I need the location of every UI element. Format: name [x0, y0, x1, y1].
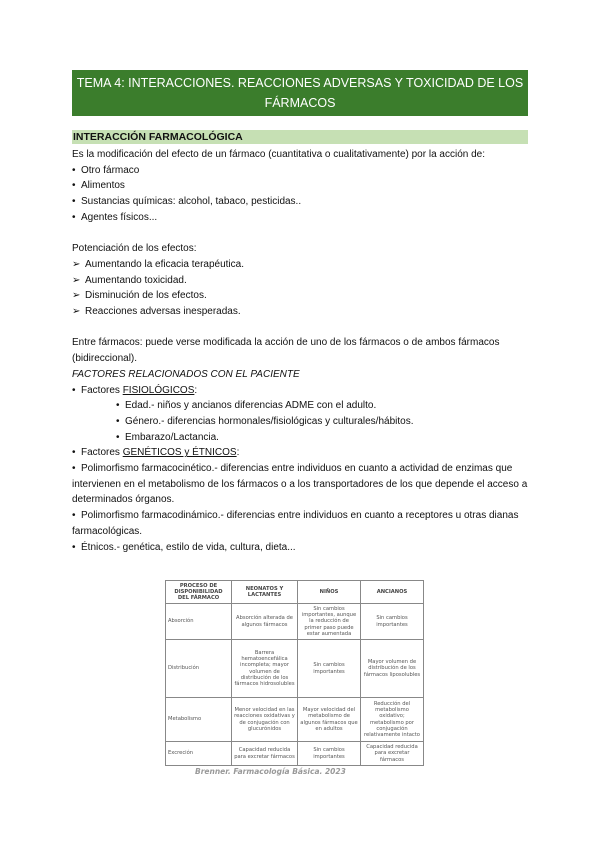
- bullet-icon: •: [72, 196, 76, 208]
- table-cell: Sin cambios importantes: [298, 640, 361, 698]
- page-title: TEMA 4: INTERACCIONES. REACCIONES ADVERSAS Y TOXICIDAD DE LOS FÁRMACOS: [76, 76, 524, 110]
- physio-factors-heading: • Factores FISIOLÓGICOS:: [72, 383, 528, 399]
- bullet-icon: •: [72, 463, 76, 475]
- bullet-icon: •: [116, 431, 120, 443]
- title-banner: [72, 70, 528, 116]
- definition-text: Es la modificación del efecto de un fármaco (cuantitativa o cualitativamente) por la acción de:: [72, 149, 485, 160]
- arrow-bullet-icon: ➢: [72, 290, 81, 302]
- figure-caption: Brenner. Farmacología Básica. 2023: [195, 767, 346, 776]
- table-cell: Sin cambios importantes: [361, 604, 424, 640]
- list-item: • Otro fármaco: [72, 163, 528, 179]
- bullet-icon: •: [72, 180, 76, 192]
- document-body: [72, 130, 528, 555]
- table-cell: Mayor volumen de distribución de los fármacos liposolubles: [361, 640, 424, 698]
- list-item: • Embarazo/Lactancia.: [72, 430, 528, 446]
- list-item: ➢ Aumentando toxicidad.: [72, 273, 528, 289]
- bullet-icon: •: [72, 447, 76, 459]
- table-header-cell: NEONATOS Y LACTANTES: [232, 581, 298, 604]
- arrow-bullet-icon: ➢: [72, 274, 81, 286]
- table-cell: Reducción del metabolismo oxidativo; metabolismo por conjugación relativamente intacto: [361, 698, 424, 742]
- bullet-icon: •: [72, 384, 76, 396]
- effects-heading: Potenciación de los efectos:: [72, 243, 197, 255]
- subheading-patient-factors: FACTORES RELACIONADOS CON EL PACIENTE: [72, 368, 300, 380]
- table-cell: Excreción: [166, 742, 232, 766]
- table-cell: Absorción alterada de algunos fármacos: [232, 604, 298, 640]
- list-item: • Género.- diferencias hormonales/fisiológicas y culturales/hábitos.: [72, 414, 528, 430]
- list-item: • Polimorfismo farmacodinámico.- diferencias entre individuos en cuanto a receptores u otras dianas farmacológicas.: [72, 510, 519, 537]
- list-item: • Alimentos: [72, 178, 528, 194]
- bullet-icon: •: [72, 510, 76, 522]
- bullet-icon: •: [72, 164, 76, 176]
- age-pharmacokinetics-table: [165, 580, 424, 766]
- list-item: • Agentes físicos...: [72, 210, 528, 226]
- table-header-cell: ANCIANOS: [361, 581, 424, 604]
- section-heading: INTERACCIÓN FARMACOLÓGICA: [72, 130, 528, 144]
- bullet-icon: •: [116, 400, 120, 412]
- table-row: [166, 604, 424, 640]
- table-cell: Mayor velocidad del metabolismo de algunos fármacos que en adultos: [298, 698, 361, 742]
- arrow-bullet-icon: ➢: [72, 306, 81, 318]
- table-row: [166, 698, 424, 742]
- between-drugs-text: Entre fármacos: puede verse modificada la acción de uno de los fármacos o de ambos fármacos (bidireccional).: [72, 337, 500, 365]
- table-cell: Sin cambios importantes: [298, 742, 361, 766]
- table-cell: Absorción: [166, 604, 232, 640]
- bullet-icon: •: [116, 415, 120, 427]
- table-figure: [165, 580, 423, 776]
- list-item: • Sustancias químicas: alcohol, tabaco, pesticidas..: [72, 194, 528, 210]
- table-cell: Sin cambios importantes, aunque la reducción de primer paso puede estar aumentada: [298, 604, 361, 640]
- list-item: ➢ Aumentando la eficacia terapéutica.: [72, 257, 528, 273]
- list-item: ➢ Reacciones adversas inesperadas.: [72, 304, 528, 320]
- table-row: [166, 742, 424, 766]
- arrow-bullet-icon: ➢: [72, 258, 81, 270]
- bullet-icon: •: [72, 211, 76, 223]
- bullet-icon: •: [72, 541, 76, 553]
- table-cell: Barrera hematoencefálica incompleta; mayor volumen de distribución de los fármacos hidrosolubles: [232, 640, 298, 698]
- table-cell: Menor velocidad en las reacciones oxidativas y de conjugación con glucurónidos: [232, 698, 298, 742]
- table-cell: Capacidad reducida para excretar fármacos: [361, 742, 424, 766]
- list-item: ➢ Disminución de los efectos.: [72, 288, 528, 304]
- table-cell: Metabolismo: [166, 698, 232, 742]
- table-row: [166, 640, 424, 698]
- list-item: • Edad.- niños y ancianos diferencias ADME con el adulto.: [72, 398, 528, 414]
- genetic-factors-heading: • Factores GENÉTICOS y ÉTNICOS:: [72, 445, 528, 461]
- list-item: • Polimorfismo farmacocinético.- diferencias entre individuos en cuanto a actividad de enzimas que intervienen en el metabolismo de los fármacos o a los transportadores de los que depende el acceso a determinados órganos.: [72, 463, 528, 506]
- table-header-row: [166, 581, 424, 604]
- table-cell: Distribución: [166, 640, 232, 698]
- table-header-cell: NIÑOS: [298, 581, 361, 604]
- table-header-cell: PROCESO DE DISPONIBILIDAD DEL FÁRMACO: [166, 581, 232, 604]
- table-cell: Capacidad reducida para excretar fármacos: [232, 742, 298, 766]
- list-item: • Étnicos.- genética, estilo de vida, cultura, dieta...: [72, 540, 528, 556]
